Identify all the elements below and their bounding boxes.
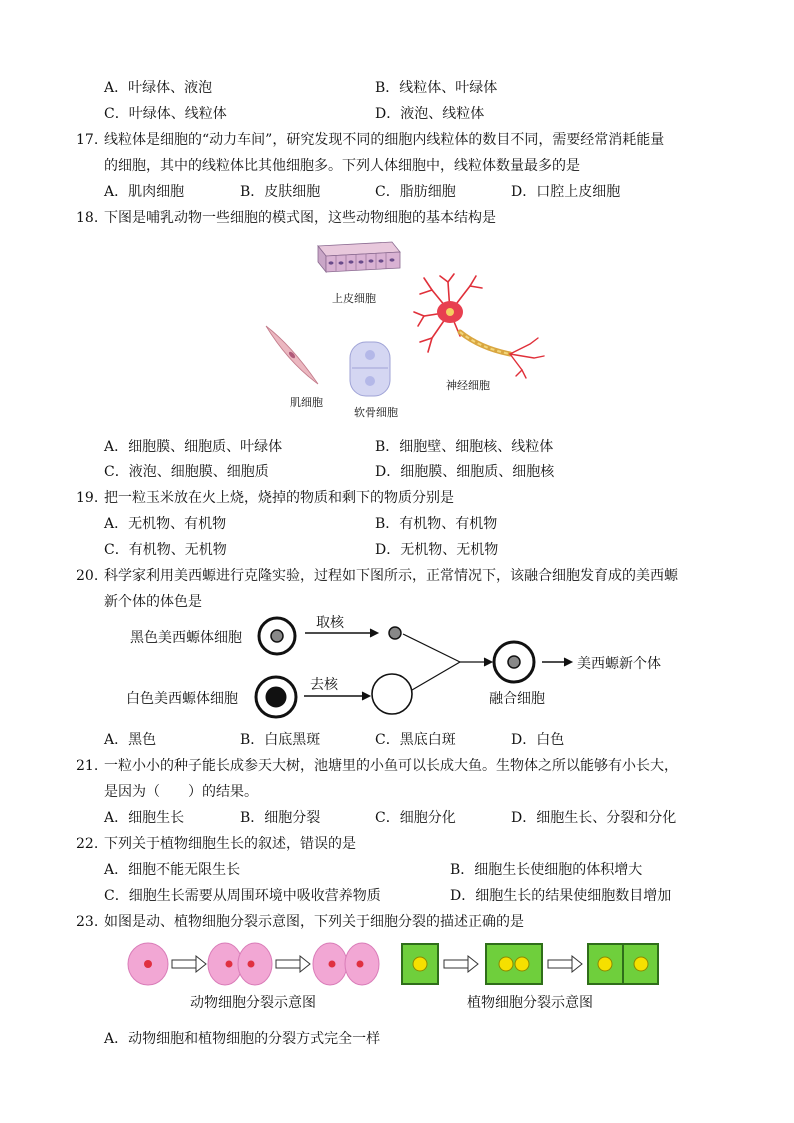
q22-option-c: C．细胞生长需要从周围环境中吸收营养物质	[104, 888, 381, 904]
q22-stem: 下列关于植物细胞生长的叙述，错误的是	[104, 836, 356, 852]
q18-option-a: A．细胞膜、细胞质、叶绿体	[104, 439, 283, 455]
q18-number: 18.	[76, 210, 99, 226]
q21-option-b: B．细胞分裂	[240, 810, 321, 826]
q17-option-a: A．肌肉细胞	[104, 184, 185, 200]
q17-option-b: B．皮肤细胞	[240, 184, 321, 200]
q17-option-c: C．脂肪细胞	[375, 184, 456, 200]
nucleus-only	[389, 627, 401, 639]
q16-option-a: A．叶绿体、液泡	[104, 80, 213, 96]
enucleated-cell	[372, 674, 412, 714]
q21-number: 21.	[76, 758, 99, 774]
q22-option-a: A．细胞不能无限生长	[104, 862, 241, 878]
q16-option-b: B．线粒体、叶绿体	[375, 80, 498, 96]
q22-option-d: D．细胞生长的结果使细胞数目增加	[450, 888, 672, 904]
q19-option-c: C．有机物、无机物	[104, 542, 227, 558]
q17-stem-line1: 线粒体是细胞的“动力车间”，研究发现不同的细胞内线粒体的数目不同，需要经常消耗能量	[104, 132, 665, 148]
q17-number: 17.	[76, 132, 99, 148]
cartilage-cell-image	[348, 340, 392, 398]
q21-stem-line1: 一粒小小的种子能长成参天大树，池塘里的小鱼可以长成大鱼。生物体之所以能够有小长大，	[104, 758, 678, 774]
q17-stem-line2: 的细胞，其中的线粒体比其他细胞多。下列人体细胞中，线粒体数量最多的是	[104, 158, 580, 174]
new-individual-label: 美西螈新个体	[577, 656, 661, 672]
q20-stem-line2: 新个体的体色是	[104, 594, 202, 610]
q21-option-c: C．细胞分化	[375, 810, 456, 826]
q19-stem: 把一粒玉米放在火上烧，烧掉的物质和剩下的物质分别是	[104, 490, 454, 506]
fused-cell-label: 融合细胞	[489, 691, 545, 707]
q19-option-b: B．有机物、有机物	[375, 516, 498, 532]
q23-option-a: A．动物细胞和植物细胞的分裂方式完全一样	[104, 1031, 381, 1047]
q18-stem: 下图是哺乳动物一些细胞的模式图，这些动物细胞的基本结构是	[104, 210, 496, 226]
fused-cell-circle	[494, 642, 534, 682]
animal-division-caption: 动物细胞分裂示意图	[190, 995, 316, 1011]
cartilage-cell-label: 软骨细胞	[354, 406, 398, 419]
q23-stem: 如图是动、植物细胞分裂示意图，下列关于细胞分裂的描述正确的是	[104, 914, 524, 930]
q19-number: 19.	[76, 490, 99, 506]
q20-option-b: B．白底黑斑	[240, 732, 321, 748]
q18-option-c: C．液泡、细胞膜、细胞质	[104, 464, 269, 480]
q20-number: 20.	[76, 568, 99, 584]
animal-cell-division-diagram	[126, 940, 396, 988]
q19-option-a: A．无机物、有机物	[104, 516, 227, 532]
plant-division-caption: 植物细胞分裂示意图	[467, 995, 593, 1011]
nerve-cell-label: 神经细胞	[446, 379, 490, 392]
q16-option-c: C．叶绿体、线粒体	[104, 106, 227, 122]
plant-cell-division-diagram	[398, 940, 668, 988]
q20-option-c: C．黑底白斑	[375, 732, 456, 748]
white-cell-label: 白色美西螈体细胞	[126, 691, 238, 707]
epithelial-cell-label: 上皮细胞	[332, 292, 376, 305]
q21-option-a: A．细胞生长	[104, 810, 185, 826]
black-cell-circle	[259, 618, 295, 654]
epithelial-cell-image	[312, 238, 402, 278]
nerve-cell-image	[410, 272, 550, 382]
white-cell-circle	[256, 677, 296, 717]
muscle-cell-image	[262, 322, 322, 388]
q22-option-b: B．细胞生长使细胞的体积增大	[450, 862, 643, 878]
q23-number: 23.	[76, 914, 99, 930]
take-nucleus-label: 取核	[316, 615, 344, 631]
black-cell-label: 黑色美西螈体细胞	[130, 630, 242, 646]
muscle-cell-label: 肌细胞	[290, 396, 323, 409]
remove-nucleus-label: 去核	[310, 677, 338, 693]
q16-option-d: D．液泡、线粒体	[375, 106, 485, 122]
q21-option-d: D．细胞生长、分裂和分化	[511, 810, 677, 826]
q18-option-d: D．细胞膜、细胞质、细胞核	[375, 464, 555, 480]
q20-option-d: D．白色	[511, 732, 565, 748]
q17-option-d: D．口腔上皮细胞	[511, 184, 621, 200]
q20-stem-line1: 科学家利用美西螈进行克隆实验，过程如下图所示，正常情况下，该融合细胞发育成的美西螈	[104, 568, 678, 584]
q18-option-b: B．细胞壁、细胞核、线粒体	[375, 439, 554, 455]
q21-stem-line2: 是因为（ ）的结果。	[104, 784, 258, 800]
q19-option-d: D．无机物、无机物	[375, 542, 499, 558]
q20-option-a: A．黑色	[104, 732, 157, 748]
q22-number: 22.	[76, 836, 99, 852]
